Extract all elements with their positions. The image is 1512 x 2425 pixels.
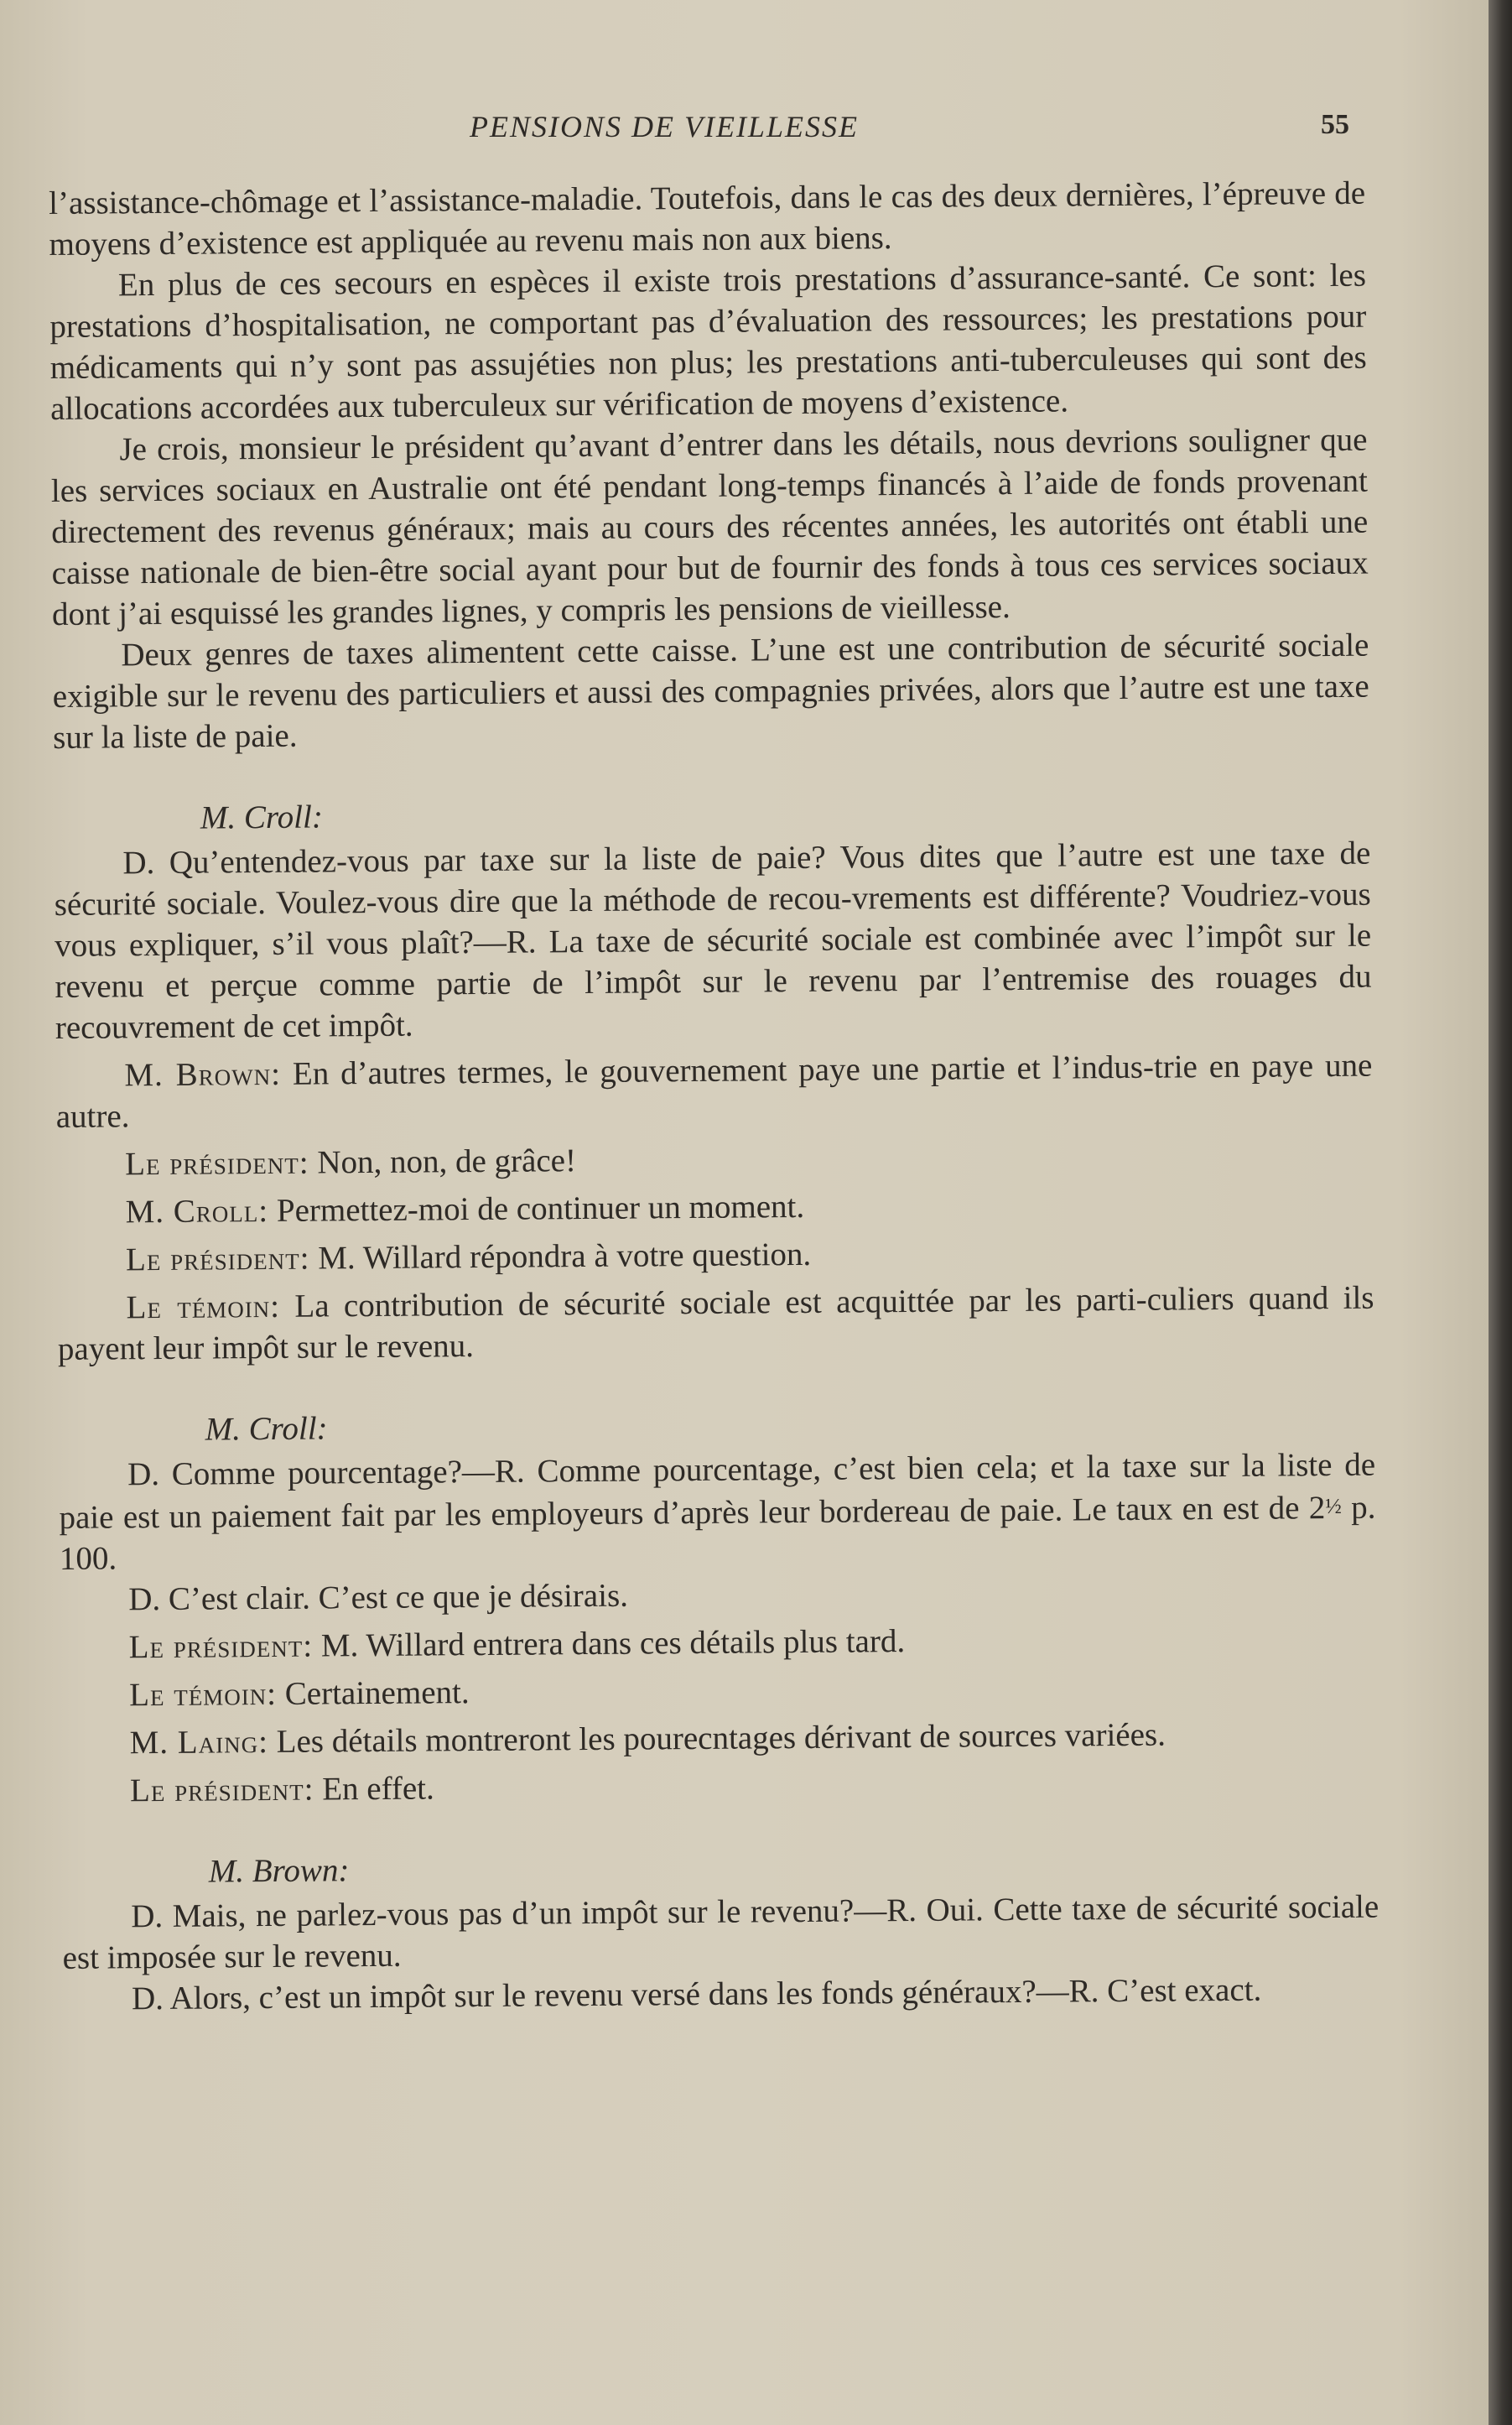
dialogue-paragraph <box>60 1617 1377 1668</box>
speech-text: Non, non, de grâce! <box>317 1142 577 1181</box>
speech-text: Permettez-moi de continuer un moment. <box>276 1188 805 1229</box>
speech-text: M. Willard répondra à votre question. <box>318 1236 812 1277</box>
running-title: PENSIONS DE VIEILLESSE <box>470 110 859 143</box>
body-text <box>49 173 1380 2020</box>
speaker-name: Le président: <box>125 1144 309 1183</box>
dialogue-paragraph <box>55 1045 1373 1137</box>
speaker-name: M. Laing: <box>129 1724 269 1762</box>
dialogue-paragraph <box>60 1713 1377 1764</box>
speech-text: Certainement. <box>284 1674 470 1712</box>
speech-text: D. Comme pourcentage?—R. Comme pourcentage, c’est bien cela; et la taxe sur la liste de paie est un paiement fait par les employeurs d’après leur bordereau de paie. Le taux en est de 2 <box>59 1446 1376 1536</box>
dialogue-paragraph <box>57 1230 1374 1281</box>
dialogue-paragraph: D. Alors, c’est un impôt sur le revenu versé dans les fonds généraux?—R. C’est exact. <box>131 1971 1262 2017</box>
page-header <box>0 109 1489 159</box>
speech-text: La contribution de sécurité sociale est acquittée par les parti-culiers quand ils payent leur impôt sur le revenu. <box>57 1279 1374 1367</box>
speaker-name: Le président: <box>129 1771 314 1809</box>
speaker-name: Le témoin: <box>126 1288 281 1326</box>
speaker-heading: M. Croll: <box>205 1410 328 1448</box>
speaker-name: Le président: <box>125 1240 310 1278</box>
page-binding-edge <box>1489 0 1512 2425</box>
paragraph: Je crois, monsieur le président qu’avant d’entrer dans les détails, nous devrions souligner que les services sociaux en Australie ont été pendant long-temps financés à l’aide de fonds provenant directement des revenus généraux; mais au cours des récentes années, les autorités ont établi une caisse nationale de bien-être social ayant pour but de fournir des fonds à tous ces services sociaux dont j’ai esquissé les grandes lignes, y compris les pensions de vieillesse. <box>50 421 1369 632</box>
dialogue-paragraph <box>56 1182 1373 1233</box>
speech-text: M. Willard entrera dans ces détails plus tard. <box>320 1623 906 1664</box>
speech-text: En effet. <box>322 1770 434 1808</box>
speaker-name: M. Croll: <box>125 1192 269 1231</box>
paragraph: Deux genres de taxes alimentent cette caisse. L’une est une contribution de sécurité sociale exigible sur le revenu des particuliers et aussi des compagnies privées, alors que l’autre est une taxe sur la liste de paie. <box>52 627 1369 756</box>
speech-text: En d’autres termes, le gouvernement paye une partie et l’indus-trie en paye une autre. <box>55 1047 1373 1135</box>
dialogue-paragraph <box>57 1278 1374 1370</box>
dialogue-paragraph: D. C’est clair. C’est ce que je désirais. <box>128 1577 629 1618</box>
paragraph: En plus de ces secours en espèces il existe trois prestations d’assurance-santé. Ce sont: les prestations d’hospitalisation, ne comportant pas d’évaluation des ressources; les prestations pour médicaments qui n’y sont pas assujéties non plus; les prestations anti-tuberculeuses qui sont des allocations accordées aux tuberculeux sur vérification de moyens d’existence. <box>49 257 1367 427</box>
dialogue-paragraph: D. Qu’entendez-vous par taxe sur la liste de paie? Vous dites que l’autre est une taxe de sécurité sociale. Voulez-vous dire que la méthode de recou-vrements est différente? Voudriez-vous vous expliquer, s’il vous plaît?—R. La taxe de sécurité sociale est combinée avec l’impôt sur le revenu et perçue comme partie de l’impôt sur le revenu par l’entremise des rouages du recouvrement de cet impôt. <box>54 835 1372 1046</box>
speaker-heading: M. Brown: <box>208 1852 350 1890</box>
fraction: ½ <box>1325 1493 1342 1519</box>
speaker-name: Le témoin: <box>128 1675 278 1714</box>
speaker-heading: M. Croll: <box>200 799 324 836</box>
speaker-name: Le président: <box>128 1627 314 1666</box>
speech-text: Les détails montreront les pourecntages dérivant de sources variées. <box>276 1716 1166 1760</box>
dialogue-paragraph: D. Mais, ne parlez-vous pas d’un impôt sur le revenu?—R. Oui. Cette taxe de sécurité sociale est imposée sur le revenu. <box>62 1888 1380 1976</box>
speaker-name: M. Brown: <box>124 1055 282 1094</box>
dialogue-paragraph <box>56 1134 1373 1185</box>
dialogue-paragraph <box>61 1761 1378 1812</box>
dialogue-paragraph <box>60 1665 1377 1716</box>
page-number: 55 <box>1321 109 1349 140</box>
speech-text: p. 100. <box>59 1489 1376 1577</box>
paragraph: l’assistance-chômage et l’assistance-maladie. Toutefois, dans le cas des deux dernières, l’épreuve de moyens d’existence est appliquée au revenu mais non aux biens. <box>49 174 1366 263</box>
dialogue-paragraph <box>59 1444 1376 1579</box>
